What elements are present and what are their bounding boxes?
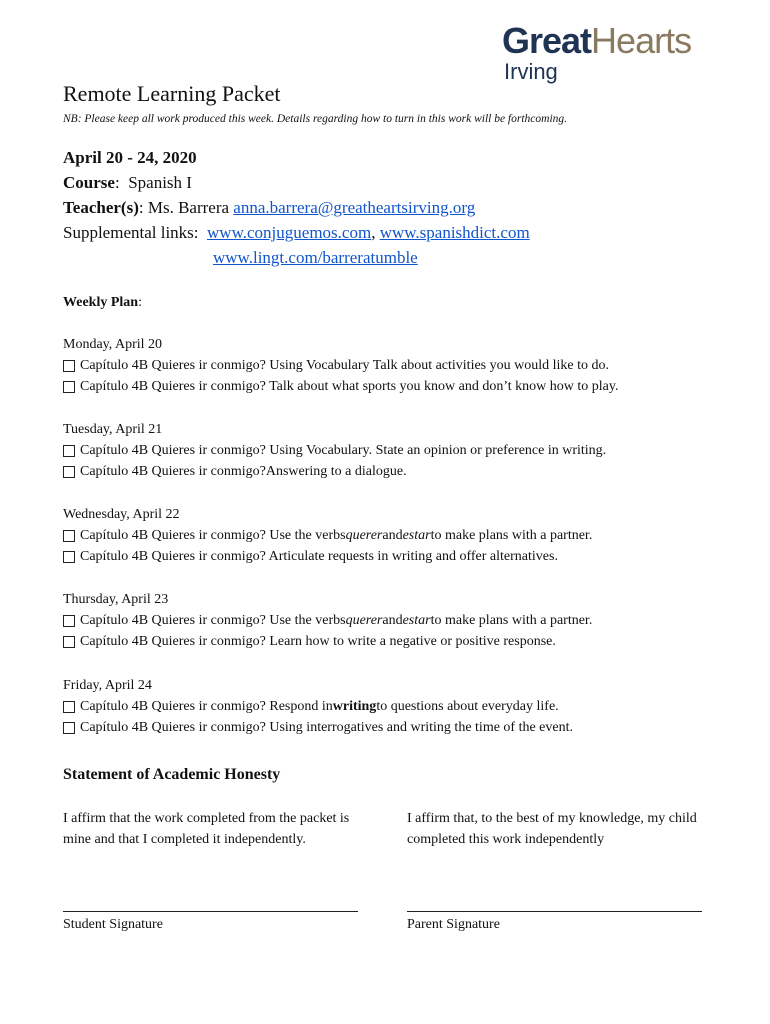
task-checkbox[interactable] [63,381,75,393]
weekly-plan-heading: Weekly Plan: [63,295,142,310]
day-label-thursday: Thursday, April 23 [63,592,169,607]
student-signature-line[interactable] [63,911,358,912]
task-item: Capítulo 4B Quieres ir conmigo? Use the verbs querer and estar to make plans with a partner. [63,526,592,546]
task-item: Capítulo 4B Quieres ir conmigo? Using Vocabulary Talk about activities you would like to do. [63,356,609,376]
task-checkbox[interactable] [63,722,75,734]
teacher-label: Teacher(s) [63,198,139,217]
task-item: Capítulo 4B Quieres ir conmigo? Respond in writing to questions about everyday life. [63,697,559,717]
task-checkbox[interactable] [63,701,75,713]
supplemental-links-line: Supplemental links: www.conjuguemos.com, www.spanishdict.com [63,223,530,242]
student-affirmation: I affirm that the work completed from the packet is mine and that I completed it independently. [63,811,350,847]
course-value: Spanish I [128,173,192,192]
task-checkbox[interactable] [63,466,75,478]
logo-wordmark: GreatHearts [502,20,692,61]
task-checkbox[interactable] [63,360,75,372]
teacher-name: Ms. Barrera [147,198,234,217]
task-item: Capítulo 4B Quieres ir conmigo? Using Vocabulary. State an opinion or preference in writing. [63,441,606,461]
conjuguemos-link[interactable]: www.conjuguemos.com [207,223,372,242]
day-label-tuesday: Tuesday, April 21 [63,422,163,437]
task-checkbox[interactable] [63,636,75,648]
student-signature-label: Student Signature [63,917,163,932]
date-range: April 20 - 24, 2020 [63,148,197,167]
parent-signature-label: Parent Signature [407,917,500,932]
task-checkbox[interactable] [63,615,75,627]
nb-note: NB: Please keep all work produced this week. Details regarding how to turn in this work will be forthcoming. [63,113,568,125]
spanishdict-link[interactable]: www.spanishdict.com [379,223,530,242]
task-checkbox[interactable] [63,445,75,457]
task-item: Capítulo 4B Quieres ir conmigo? Talk about what sports you know and don’t know how to play. [63,377,618,397]
logo-subtitle: Irving [504,59,558,84]
task-item: Capítulo 4B Quieres ir conmigo? Learn how to write a negative or positive response. [63,632,556,652]
task-checkbox[interactable] [63,530,75,542]
greathearts-logo [502,22,707,88]
day-label-friday: Friday, April 24 [63,678,152,693]
teacher-line: Teacher(s): Ms. Barrera anna.barrera@greatheartsirving.org [63,198,476,217]
parent-affirmation: I affirm that, to the best of my knowledge, my child completed this work independently [407,811,697,847]
teacher-email-link[interactable]: anna.barrera@greatheartsirving.org [233,198,476,217]
task-item: Capítulo 4B Quieres ir conmigo? Using interrogatives and writing the time of the event. [63,718,573,738]
task-item: Capítulo 4B Quieres ir conmigo? Use the verbs querer and estar to make plans with a partner. [63,611,592,631]
supplemental-links-line-2 [213,247,418,269]
course-label: Course [63,173,115,192]
task-checkbox[interactable] [63,551,75,563]
task-item: Capítulo 4B Quieres ir conmigo?Answering to a dialogue. [63,462,407,482]
parent-signature-line[interactable] [407,911,702,912]
lingt-link[interactable]: www.lingt.com/barreratumble [213,248,418,267]
links-label: Supplemental links: [63,223,199,242]
task-item: Capítulo 4B Quieres ir conmigo? Articulate requests in writing and offer alternatives. [63,547,558,567]
day-label-wednesday: Wednesday, April 22 [63,507,180,522]
page-title: Remote Learning Packet [63,81,281,106]
day-label-monday: Monday, April 20 [63,337,163,352]
course-line: Course: Spanish I [63,173,192,192]
academic-honesty-heading: Statement of Academic Honesty [63,766,281,783]
